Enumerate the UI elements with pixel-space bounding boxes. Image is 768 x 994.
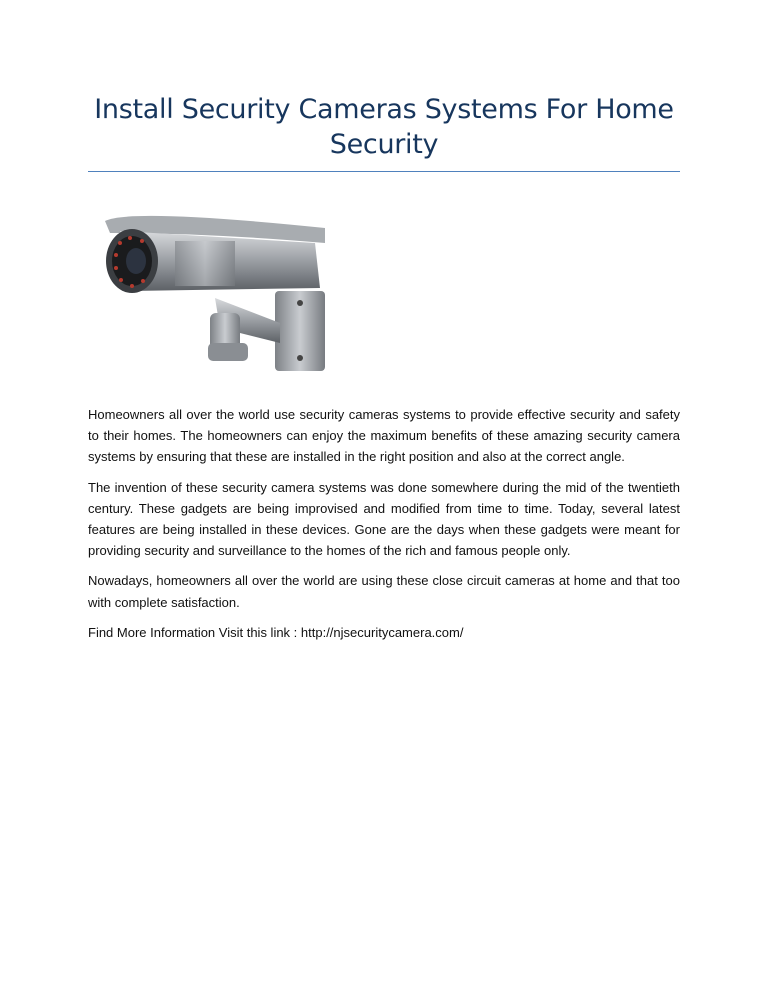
- title-divider: [88, 171, 680, 172]
- paragraph: Nowadays, homeowners all over the world are using these close circuit cameras at home and that too with complete satisfaction.: [88, 573, 680, 610]
- page-title: Install Security Cameras Systems For Home Security: [94, 94, 674, 160]
- article-body: [88, 404, 680, 652]
- paragraph: The invention of these security camera systems was done somewhere during the mid of the twentieth century. These gadgets are being improvised and modified from time to time. Today, several latest features are being installed in these devices. Gone are the days when these gadgets were meant for providing security and surveillance to the homes of the rich and famous people only.: [88, 479, 680, 559]
- security-camera-image: [90, 203, 340, 378]
- more-info-link-text[interactable]: Find More Information Visit this link : http://njsecuritycamera.com/: [88, 624, 464, 640]
- paragraph: Homeowners all over the world use security cameras systems to provide effective security and safety to their homes. The homeowners can enjoy the maximum benefits of these amazing security camera systems by ensuring that these are installed in the right position and also at the correct angle.: [88, 407, 680, 465]
